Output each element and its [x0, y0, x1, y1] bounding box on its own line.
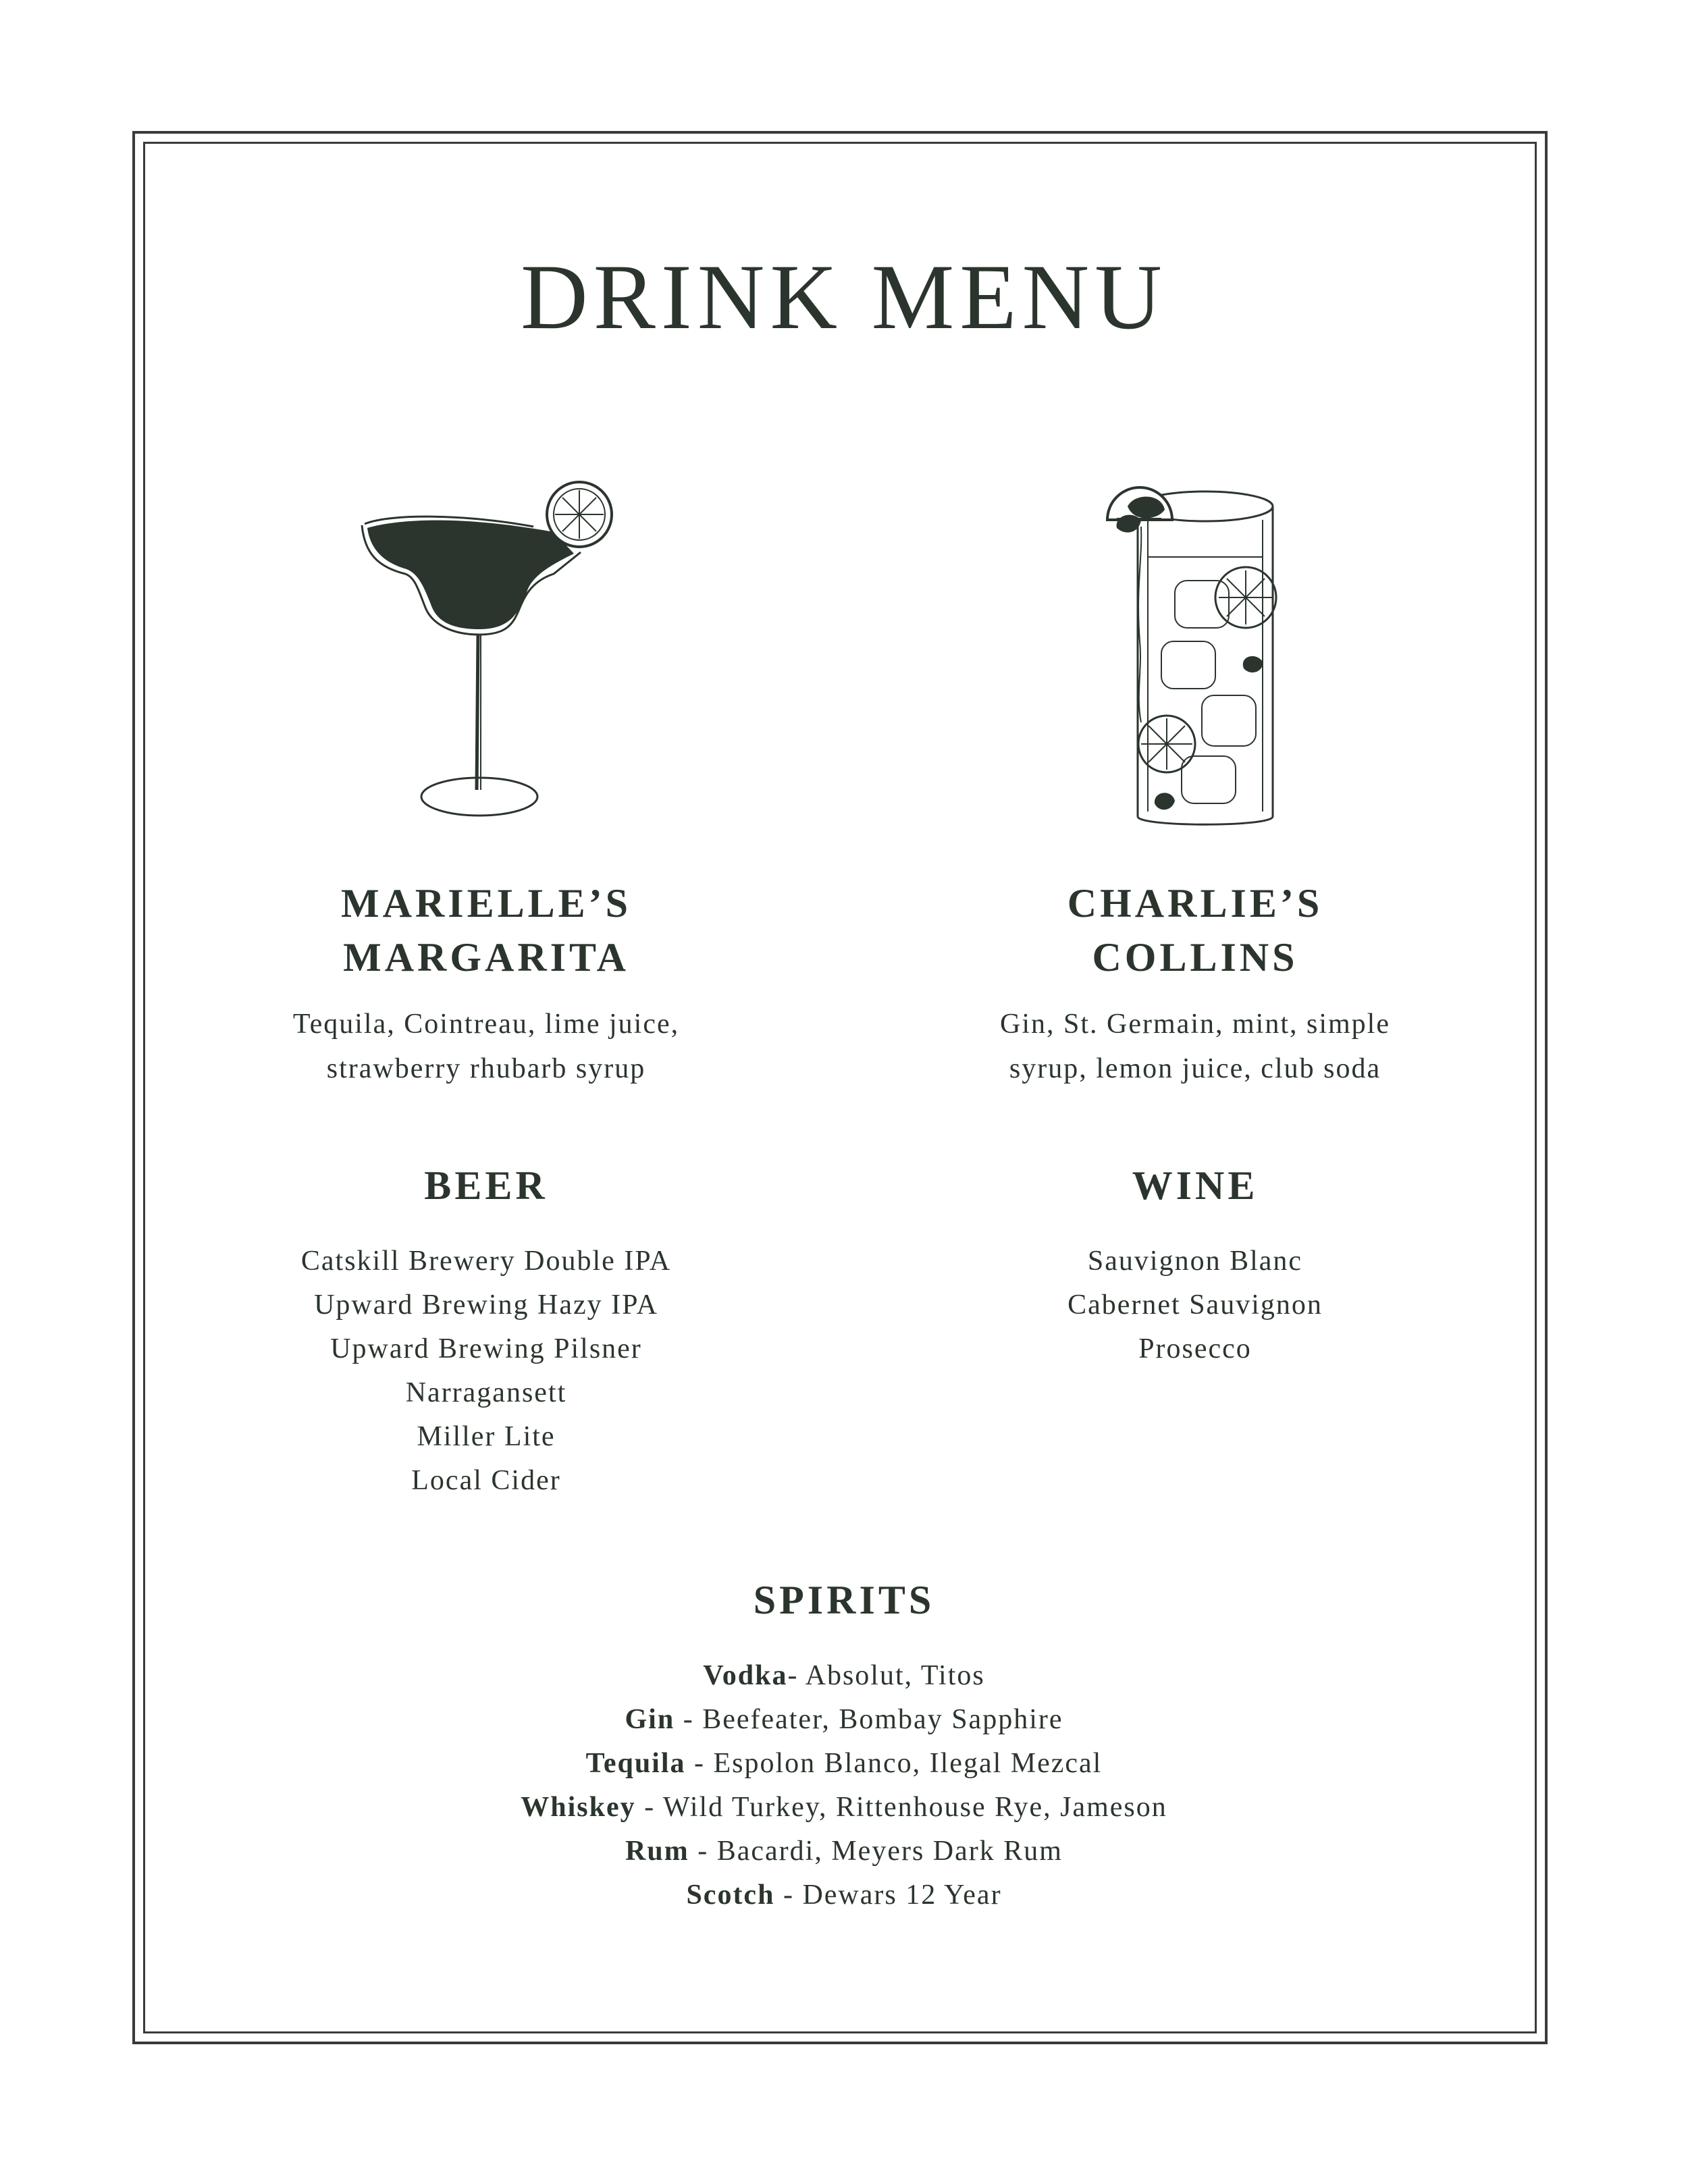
cocktail-desc-collins: [912, 1002, 1479, 1091]
spirit-brands: Espolon Blanco, Ilegal Mezcal: [713, 1748, 1103, 1779]
cocktail-name-line: CHARLIE’S: [1067, 881, 1323, 926]
collins-glass-icon: [1094, 479, 1310, 837]
section-heading-wine: WINE: [1132, 1163, 1259, 1208]
spirit-row: [270, 1830, 1418, 1873]
list-item: Upward Brewing Pilsner: [330, 1333, 642, 1364]
list-item: Prosecco: [1138, 1333, 1252, 1364]
spirit-brands: Beefeater, Bombay Sapphire: [702, 1704, 1063, 1735]
cocktail-name-collins: [925, 876, 1465, 984]
section-heading-spirits: SPIRITS: [753, 1578, 935, 1622]
spirit-separator: -: [635, 1792, 663, 1823]
spirit-separator: -: [685, 1748, 714, 1779]
spirit-separator: -: [675, 1704, 703, 1735]
spirit-type: Gin: [625, 1704, 675, 1735]
beer-list: [203, 1240, 770, 1503]
list-item: Cabernet Sauvignon: [1067, 1289, 1323, 1321]
wine-list: [912, 1240, 1479, 1371]
spirit-type: Whiskey: [521, 1792, 636, 1823]
cocktail-desc-line: strawberry rhubarb syrup: [326, 1053, 646, 1084]
spirit-row: [270, 1654, 1418, 1698]
section-heading-beer: BEER: [424, 1163, 548, 1208]
spirit-row: [270, 1873, 1418, 1917]
spirit-brands: Bacardi, Meyers Dark Rum: [716, 1836, 1063, 1867]
cocktail-desc-margarita: [203, 1002, 770, 1091]
spirits-list: [270, 1654, 1418, 1917]
cocktail-name-margarita: [216, 876, 756, 984]
list-item: Narragansett: [405, 1377, 567, 1408]
cocktail-desc-line: Gin, St. Germain, mint, simple: [1000, 1009, 1390, 1040]
menu-title: DRINK MENU: [521, 245, 1167, 348]
spirit-separator: -: [787, 1660, 806, 1691]
margarita-glass-icon: [351, 473, 621, 824]
spirit-type: Rum: [625, 1836, 689, 1867]
spirit-row: [270, 1786, 1418, 1830]
list-item: Upward Brewing Hazy IPA: [314, 1289, 658, 1321]
cocktail-name-line: MARGARITA: [343, 935, 629, 980]
spirit-separator: -: [774, 1880, 803, 1911]
spirit-brands: Dewars 12 Year: [802, 1880, 1002, 1911]
spirit-type: Scotch: [686, 1880, 775, 1911]
spirit-separator: -: [689, 1836, 717, 1867]
spirit-type: Tequila: [585, 1748, 686, 1779]
spirit-row: [270, 1742, 1418, 1786]
spirit-brands: Wild Turkey, Rittenhouse Rye, Jameson: [662, 1792, 1167, 1823]
cocktail-name-line: MARIELLE’S: [340, 881, 632, 926]
list-item: Catskill Brewery Double IPA: [300, 1246, 672, 1277]
cocktail-desc-line: syrup, lemon juice, club soda: [1009, 1053, 1381, 1084]
cocktail-desc-line: Tequila, Cointreau, lime juice,: [292, 1009, 680, 1040]
list-item: Sauvignon Blanc: [1087, 1246, 1303, 1277]
list-item: Miller Lite: [417, 1421, 556, 1452]
list-item: Local Cider: [411, 1465, 561, 1496]
spirit-row: [270, 1698, 1418, 1742]
spirit-brands: Absolut, Titos: [805, 1660, 985, 1691]
spirit-type: Vodka: [703, 1660, 788, 1691]
cocktail-name-line: COLLINS: [1092, 935, 1298, 980]
